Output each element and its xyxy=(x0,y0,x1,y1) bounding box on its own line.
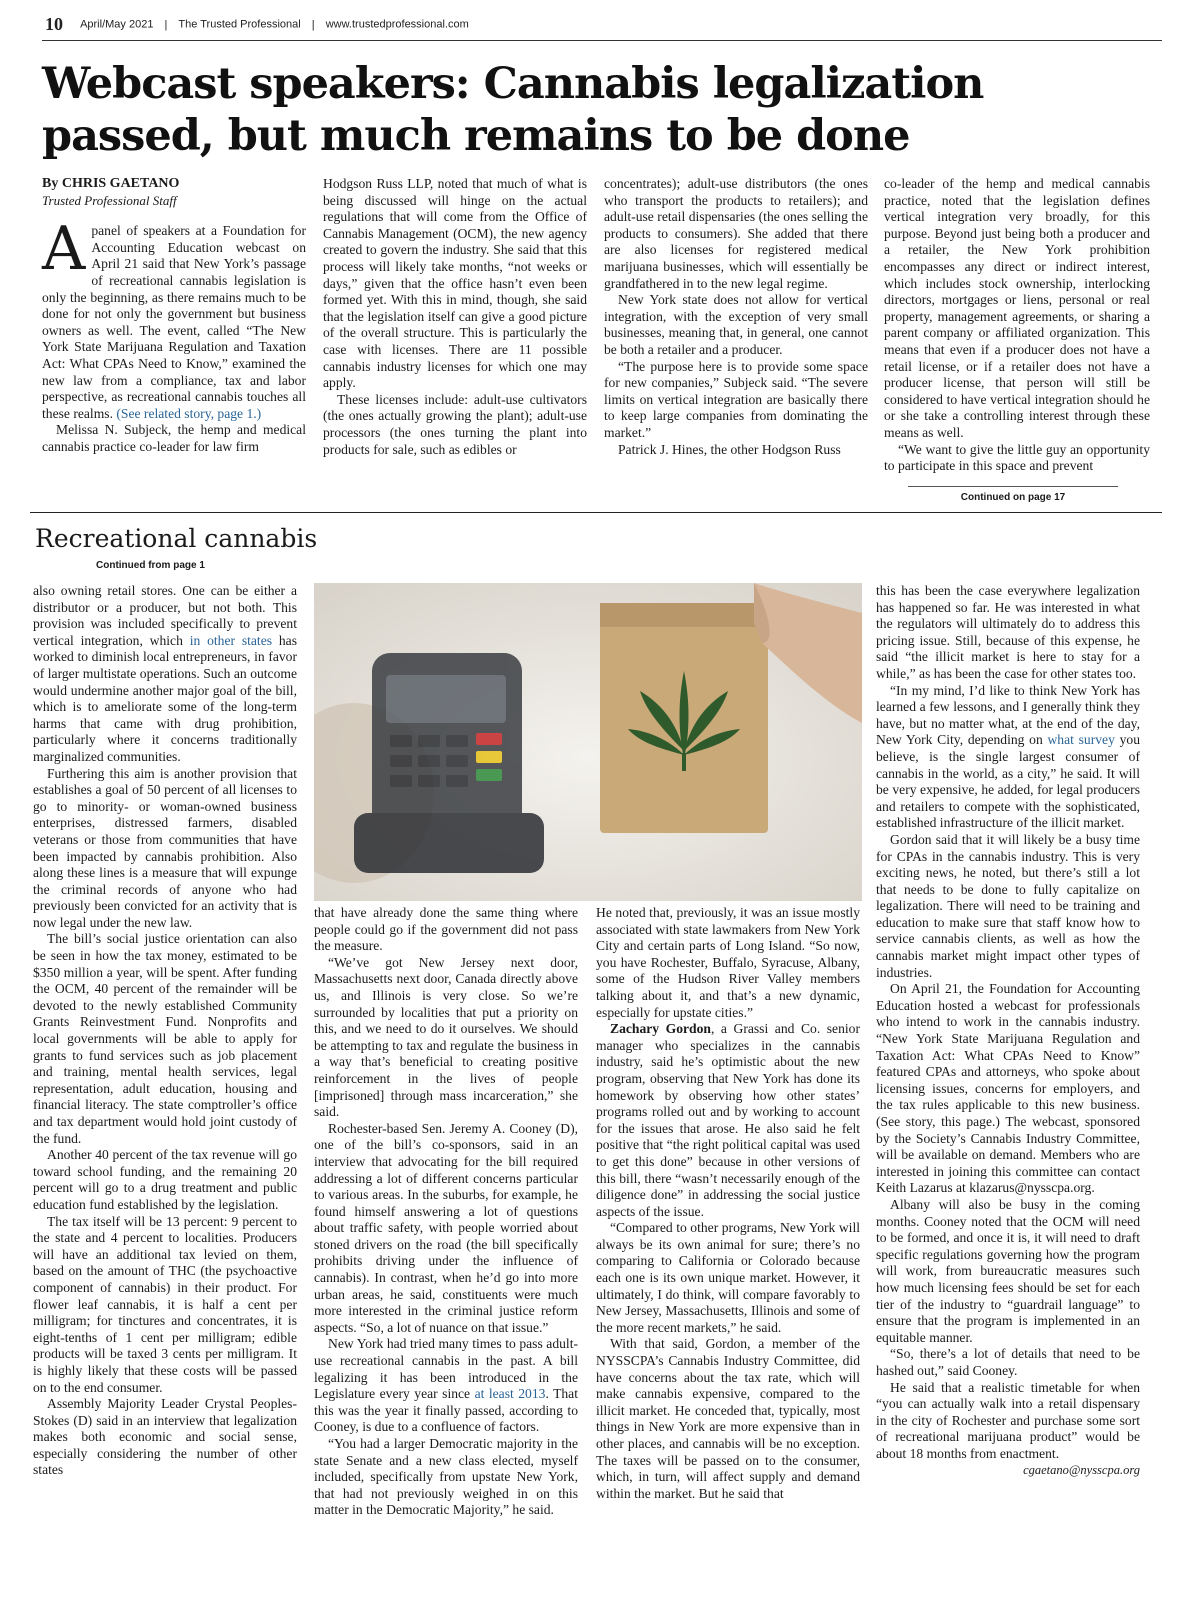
person-name: Zachary Gordon xyxy=(610,1021,711,1037)
paragraph: Assembly Majority Leader Crystal Peoples-Stokes (D) said in an interview that legalization makes both economic and social sense, especially considering the number of other states xyxy=(33,1396,297,1478)
paragraph-text: . That this was the year it finally passed, according to Cooney, is due to a confluence of factors. xyxy=(314,1386,578,1435)
paragraph: panel of speakers at a Foundation for Accounting Education webcast on April 21 said that New York’s passage of recreational cannabis legislation is only the beginning, as there remains much to be done for not only the government but business owners as well. The event, called “The New York State Marijuana Regulation and Taxation Act: What CPAs Need to Know,” examined the new law from a compliance, tax and labor perspective, as recreational cannabis touches all these realms. xyxy=(42,223,306,421)
byline-title: Trusted Professional Staff xyxy=(42,192,177,208)
paragraph: The tax itself will be 13 percent: 9 percent to the state and 4 percent to localities. Producers will have an additional tax levied on them, based on the amount of THC (the psychoactive component of cannabis) in their product. For flower leaf cannabis, it is half a cent per milligram; for tinctures and concentrates, it is eight-tenths of 1 cent per milligram; edible products will be taxed 3 cents per milligram. It is highly likely that these costs will be passed on to the end consumer. xyxy=(33,1213,297,1395)
page-header: 10 April/May 2021 | The Trusted Professional | www.trustedprofessional.com xyxy=(45,14,469,34)
paragraph: Rochester-based Sen. Jeremy A. Cooney (D), one of the bill’s co-sponsors, said in an interview that advocating for the bill required addressing a lot of different concerns particular to various areas. In the suburbs, for example, he found himself answering a lot of questions about traffic safety, with people worried about stoned drivers on the road (the bill specifically prohibits driving under the influence of cannabis). In contrast, when he’d go into more urban areas, he said, constituents were much more interested in the criminal justice reform aspects. “So, a lot of nuance on that issue.” xyxy=(314,1120,578,1335)
in-other-states-link[interactable]: in other states xyxy=(189,632,273,648)
paragraph: “We want to give the little guy an opportunity to participate in this space and prevent xyxy=(884,441,1150,474)
paragraph-text: also owning retail stores. One can be either a distributor or a producer, but not both. This provision was included specifically to prevent vertical integration, which xyxy=(33,583,297,648)
article-column-4 xyxy=(884,176,1150,475)
website-link[interactable]: www.trustedprofessional.com xyxy=(325,18,469,31)
paragraph: He said that a realistic timetable for when “you can actually walk into a retail dispensary in the city of Rochester and purchase some sort of recreational marijuana product” would be about 18 months from enactment. xyxy=(876,1379,1140,1461)
paragraph: Furthering this aim is another provision that establishes a goal of 50 percent of all licenses to go to minority- or woman-owned business enterprises, distressed farmers, disabled veterans or those from communities that have been impacted by cannabis prohibition. Also along these lines is a measure that will expunge the criminal records of anyone who had previously been convicted for an activity that is now legal under the new law. xyxy=(33,765,297,930)
page-number: 10 xyxy=(45,14,63,34)
paragraph: With that said, Gordon, a member of the NYSSCPA’s Cannabis Industry Committee, did have concerns about the tax rate, which will make cannabis expensive, compared to the illicit market. He conceded that, typically, most things in New York are more expensive than in other places, and cannabis will be no exception. The taxes will be passed on to the consumer, which, in turn, will affect supply and demand within the market. But he said that xyxy=(596,1336,860,1501)
paragraph: On April 21, the Foundation for Accounting Education hosted a webcast for professionals who intend to work in the cannabis industry. “New York State Marijuana Regulation and Taxation Act: What CPAs Need to Know” featured CPAs and attorneys, who spoke about licensing issues, concerns for employers, and the tax rules applicable to this new business. (See story, this page.) The webcast, sponsored by the Society’s Cannabis Industry Committee, will be available on demand. Members who are interested in joining this committee can contact Keith Lazarus at klazarus@nysscpa.org. xyxy=(876,981,1140,1196)
continued-from-label: Continued from page 1 xyxy=(96,560,205,571)
publication-name: The Trusted Professional xyxy=(178,18,301,31)
paragraph-text: has worked to diminish local entrepreneurs, in favor of larger multistate operations. Such an outcome would undermine another major goal of the bill, which is to ameliorate some of the long-term harms that came with drug prohibition, particularly where it concerns traditionally marginalized communities. xyxy=(33,632,297,764)
section-column-3 xyxy=(596,905,860,1502)
drop-cap: A xyxy=(42,214,86,285)
section-column-2 xyxy=(314,905,578,1519)
paragraph-text: you believe, is the single largest consumer of cannabis in the world, as a city,” he said. It will be very expensive, he added, for legal producers and retailers to compete with the sophisticated, established infrastructure of the illicit market. xyxy=(876,732,1140,831)
section-column-1 xyxy=(33,583,297,1479)
at-least-2013-link[interactable]: at least 2013 xyxy=(474,1386,546,1402)
byline: By CHRIS GAETANO xyxy=(42,176,180,191)
paragraph-text: “In my mind, I’d like to think New York has learned a few lessons, and I generally think they have, but no matter what, at the end of the day, New York City, depending on xyxy=(876,682,1140,748)
paragraph-text: , a Grassi and Co. senior manager who specializes in the cannabis industry, said he’s optimistic about the new program, observing that New York has done its homework by observing how other states’ programs rolled out and by working to account for the issues that arose. He also said he felt positive that “the right political capital was used to get this done” because in other versions of this bill, there “wasn’t necessarily enough of the diligence done” in addressing the social justice aspects of the issue. xyxy=(596,1021,860,1219)
section-title: Recreational cannabis xyxy=(35,524,318,553)
paragraph: These licenses include: adult-use cultivators (the ones actually growing the plant); adult-use processors (the ones turning the plant into products for sale, such as edibles or xyxy=(323,391,587,457)
paragraph: this has been the case everywhere legalization has happened so far. He was interested in what the regulators will ultimately do to address this pricing issue. Still, because of this expense, he said “the illicit market is here to stay for a while,” as has been the case for other states too. xyxy=(876,583,1140,681)
article-column-1 xyxy=(42,176,306,456)
article-headline: Webcast speakers: Cannabis legalization passed, but much remains to be done xyxy=(42,59,984,161)
paragraph: “We’ve got New Jersey next door, Massachusetts next door, Canada directly above us, and Illinois is very close. So we’re surrounded by localities that put a priority on this, and we need to do it ourselves. We should be attempting to tax and regulate the business in a way that’s beneficial to creating positive reinforcement in the lives of people [imprisoned] through mass incarceration,” she said. xyxy=(314,954,578,1120)
section-column-4 xyxy=(876,583,1140,1479)
paragraph: “The purpose here is to provide some space for new companies,” Subjeck said. “The severe limits on vertical integration are basically there to keep large companies from dominating the market.” xyxy=(604,358,868,440)
author-email[interactable]: cgaetano@nysscpa.org xyxy=(1023,1463,1140,1478)
paragraph: “So, there’s a lot of details that need to be hashed out,” said Cooney. xyxy=(876,1346,1140,1378)
paragraph: co-leader of the hemp and medical cannabis practice, noted that the legislation defines vertical integration very broadly, for this purpose. Beyond just being both a producer and a retailer, the New York prohibition encompasses any direct or indirect interest, which includes stock ownership, interlocking directors, mortgages or liens, personal or real property, management agreements, or sharing a parent company or affiliated organization. This means that even if a producer does not have a retail license, or if a retailer does not have a producer license, that person will still be considered to have vertical integration should he or she take a controlling interest through these means as well. xyxy=(884,176,1150,440)
section-rule xyxy=(30,512,1162,513)
what-survey-link[interactable]: what survey xyxy=(1047,732,1115,748)
paragraph: that have already done the same thing where people could go if the government did not pass the measure. xyxy=(314,905,578,954)
paragraph: Gordon said that it will likely be a busy time for CPAs in the cannabis industry. This is very exciting news, he noted, but there’s still a lot that needs to be done to fully capitalize on legalization. There will need to be training and education to make sure that staff know how to service cannabis clients, as well as how the cannabis market might impact other types of industries. xyxy=(876,831,1140,980)
related-story-link[interactable]: (See related story, page 1.) xyxy=(116,405,262,421)
paragraph: New York state does not allow for vertical integration, with the exception of very small businesses, meaning that, in general, one cannot be both a retailer and a producer. xyxy=(604,292,868,357)
paragraph: Patrick J. Hines, the other Hodgson Russ xyxy=(618,441,841,457)
paragraph-text: New York had tried many times to pass adult-use recreational cannabis in the past. A bill legalizing it has been introduced in the Legislature every year since xyxy=(314,1336,578,1402)
paragraph: Melissa N. Subjeck, the hemp and medical cannabis practice co-leader for law firm xyxy=(42,422,306,454)
cannabis-payment-photo xyxy=(314,583,862,901)
paragraph: He noted that, previously, it was an issue mostly associated with state lawmakers from New York City and certain parts of Long Island. “So now, you have Rochester, Buffalo, Syracuse, Albany, some of the Hudson River Valley members talking about it, and that’s a new dynamic, especially for upstate cities.” xyxy=(596,905,860,1020)
paragraph: “Compared to other programs, New York will always be its own animal for sure; there’s no comparing to California or Colorado because each one is its own unique market. However, it ultimately, I do think, will compare favorably to New Jersey, Massachusetts, Illinois and some of the more recent markets,” he said. xyxy=(596,1220,860,1335)
article-photo xyxy=(314,583,862,901)
paragraph: concentrates); adult-use distributors (the ones who transport the products to retailers); and adult-use retail dispensaries (the ones selling the products to consumers). She added that there are also licenses for registered medical marijuana businesses, which will essentially be grandfathered in to the new legal regime. xyxy=(604,176,868,291)
article-column-3 xyxy=(604,176,868,458)
continued-on-link[interactable]: Continued on page 17 xyxy=(960,492,1066,503)
paragraph: Another 40 percent of the tax revenue will go toward school funding, and the remaining 20 percent will go to a drug treatment and public education fund established by the legislation. xyxy=(33,1147,297,1212)
paragraph: The bill’s social justice orientation can also be seen in how the tax money, estimated to be $350 million a year, will be spent. After funding the OCM, 40 percent of the remainder will be devoted to the newly established Community Grants Reinvestment Fund. Nonprofits and local governments will be able to apply for grants to fund services such as job placement and training, mental health services, legal representation, adult education, housing and financial literacy. The state comptroller’s office and tax department would hold joint custody of the fund. xyxy=(33,931,297,1146)
issue-date: April/May 2021 xyxy=(80,18,154,31)
paragraph: “You had a larger Democratic majority in the state Senate and a new class elected, myself included, specifically from upstate New York, that had not previously weighed in on this matter in the Democratic Majority,” he said. xyxy=(314,1436,578,1518)
paragraph: Hodgson Russ LLP, noted that much of what is being discussed will hinge on the actual regulations that will come from the Office of Cannabis Management (OCM), the new agency created to govern the industry. She said that this process will likely take months, “not weeks or days,” given that the office hasn’t even been formed yet. With this in mind, though, she said that the legislation itself can give a good picture of the overall structure. This is particularly the case with licenses. There are 11 possible cannabis industry licenses for which one may apply. xyxy=(323,176,587,391)
article-column-2 xyxy=(323,176,587,458)
continued-rule xyxy=(908,486,1118,487)
paragraph: Albany will also be busy in the coming months. Cooney noted that the OCM will need to be formed, and once it is, it will need to draft specific regulations governing how the program will work, from bureaucratic measures such how much licensing fees should be set for each tier of the industry to “guardrail language” to ensure that the program is implemented in an equitable manner. xyxy=(876,1196,1140,1345)
header-rule xyxy=(42,40,1162,41)
